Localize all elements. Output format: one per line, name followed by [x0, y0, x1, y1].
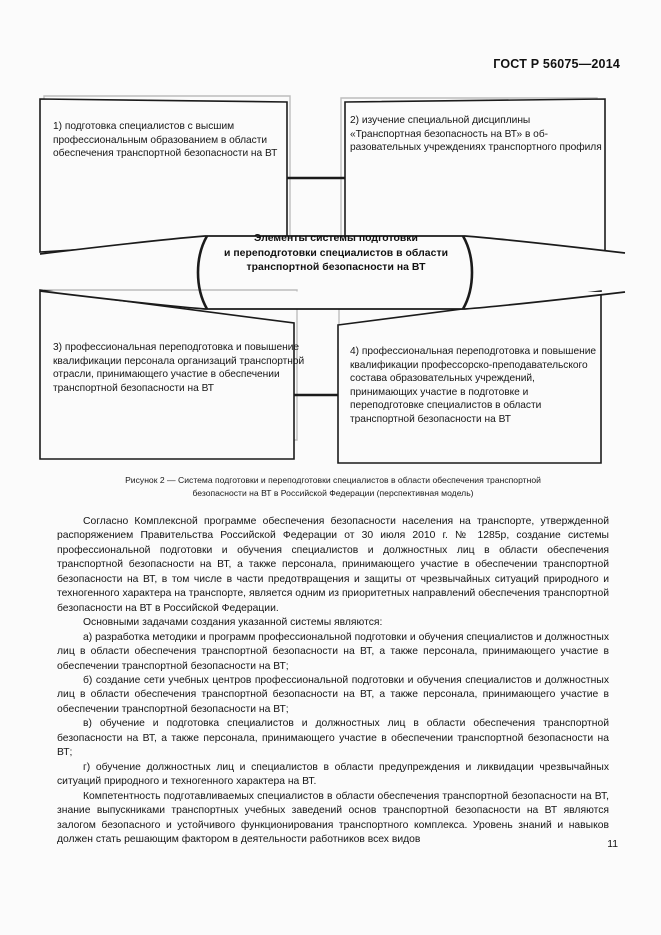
paragraph-tasks-lead: Основными задачами создания указанной системы являются: [83, 617, 383, 629]
paragraph-item-v: в) обучение и подготовка специалистов и должностных лиц в области обеспечения транспортной безопасности на ВТ, а также персонала, принимающего участие в обеспечении транспортной безопасности на ВТ; [57, 718, 609, 759]
box-1-label: 1) подготовка специалистов с высшим профессиональным образованием в области обеспечения транспортной безопасности на ВТ [53, 121, 278, 160]
figure-caption [57, 474, 609, 499]
center-title-line-2: и переподготовки специалистов в области [223, 247, 449, 259]
page-number: 11 [607, 839, 618, 850]
figure-caption-line-1: Рисунок 2 — Система подготовки и переподготовки специалистов в области обеспечения транспортной [125, 475, 541, 485]
center-title-line-1: Элементы системы подготовки [254, 233, 418, 244]
box-3-label: 3) профессиональная переподготовка и повышение квалификации персонала организаций транспортной отрасли, принимающего участие в обеспечении транспортной безопасности на ВТ [53, 342, 305, 394]
figure-caption-line-2: безопасности на ВТ в Российской Федерации (перспективная модель) [192, 487, 474, 498]
paragraph-competence: Компетентность подготавливаемых специалистов в области обеспечения транспортной безопасности на ВТ, знание выпускниками транспортных учебных заведений основ транспортной безопасности на ВТ являются залогом безопасного и устойчивого функционирования транспортного комплекса. Уровень знаний и навыков должен стать решающим фактором в деятельности работников всех видов [57, 790, 609, 845]
figure-2-diagram [35, 92, 627, 477]
paragraph-item-a: а) разработка методики и программ профессиональной подготовки и обучения специалистов и должностных лиц в области обеспечения транспортной безопасности на ВТ, а также персонала, принимающего участие в обеспечении транспортной безопасности на ВТ; [57, 631, 609, 672]
center-band-title [141, 232, 531, 276]
body-text-block [57, 515, 609, 847]
paragraph-item-b: б) создание сети учебных центров профессиональной подготовки и обучения специалистов и должностных лиц в области обеспечения транспортной безопасности на ВТ, а также персонала, принимающего участие в обеспечении транспортной безопасности на ВТ; [57, 674, 609, 715]
box-2-label: 2) изучение специальной дисциплины «Транспортная безопасность на ВТ» в образовательных учреждениях транспортного профиля [350, 115, 602, 154]
center-title-line-3: транспортной безопасности на ВТ [246, 262, 426, 274]
paragraph-item-g: г) обучение должностных лиц и специалистов в области предупреждения и ликвидации чрезвычайных ситуаций природного и техногенного характера на ВТ. [57, 761, 609, 788]
box-4-label: 4) профессиональная переподготовка и повышение квалификации профессорско-преподавательского состава образовательных учреждений, принимающих участие в подготовке и переподготовке специалистов в области транспортной безопасности на ВТ [350, 346, 597, 425]
standard-designation-header: ГОСТ Р 56075—2014 [493, 57, 620, 71]
paragraph-intro: Согласно Комплексной программе обеспечения безопасности населения на транспорте, утвержденной распоряжением Правительства Российской Федерации от 30 июля 2010 г. № 1285р, создание системы профессиональной подготовки и обучения специалистов и должностных лиц в области обеспечения транспортной безопасности на ВТ, а также персонала, принимающего участие в обеспечении транспортной безопасности на ВТ, в том числе в части предотвращения и защиты от чрезвычайных ситуаций природного и техногенного характера на транспорте, является одним из приоритетных направлений обеспечения транспортной безопасности на ВТ в Российской Федерации. [57, 516, 609, 614]
